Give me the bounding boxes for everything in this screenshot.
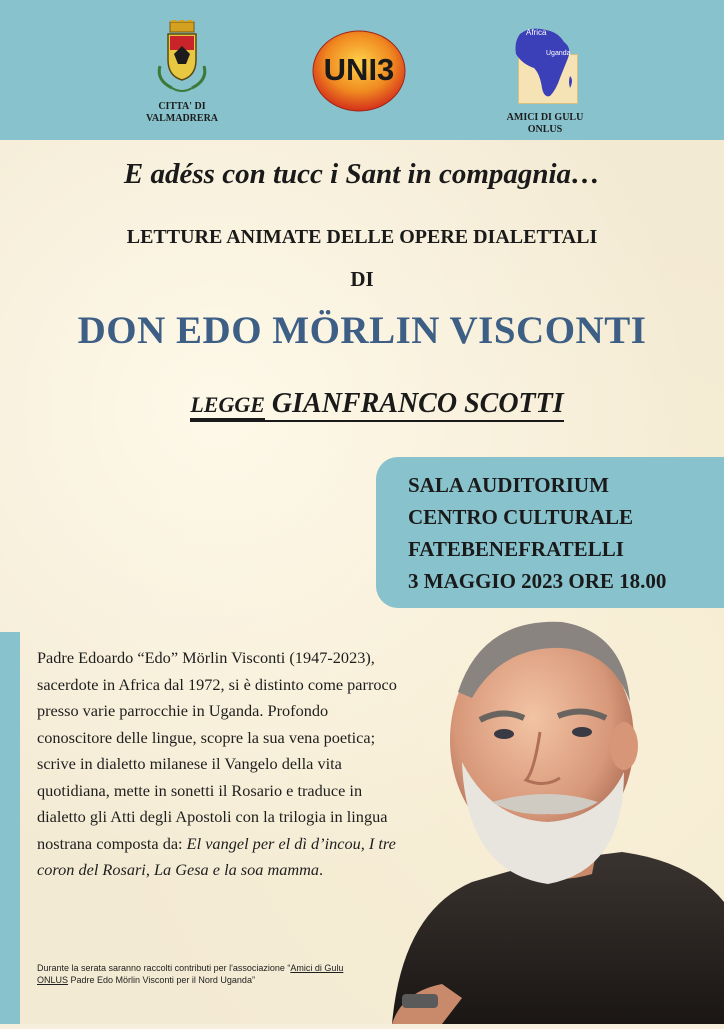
event-title: E adéss con tucc i Sant in compagnia… [123,158,601,190]
note-prefix: Durante la serata saranno raccolti contributi per l'associazione “ [37,963,291,973]
valmadrera-logo [138,20,226,125]
event-subtitle: LETTURE ANIMATE DELLE OPERE DIALETTALI [126,226,598,248]
author-name: DON EDO MÖRLIN VISCONTI [77,309,647,352]
event-di: DI [350,267,374,291]
valmadrera-crest-icon [152,20,212,96]
biography-works: El vangel per el dì d’incou, I tre coron del Rosari, La Gesa e la soa mamma [37,833,396,879]
africa-map-label: Africa [526,28,547,37]
uni3-logo [312,30,406,112]
biography-text [37,645,407,884]
note-link[interactable]: Amici di Gulu ONLUS [37,963,344,985]
portrait-photo [362,612,724,1024]
fundraising-note [37,962,367,986]
reader-line [0,388,724,420]
left-accent-strip [0,632,20,1024]
venue-line-2: CENTRO CULTURALE [408,505,634,529]
africa-map-icon [506,24,584,104]
uganda-map-label: Uganda [546,50,571,57]
reader-prefix: LEGGE [190,392,265,420]
venue-box [376,457,724,608]
venue-date: 3 MAGGIO 2023 ORE 18.00 [408,569,667,593]
amici-caption-1: AMICI DI GULU [506,112,584,123]
biography-end: . [319,860,324,879]
note-suffix: Padre Edo Mörlin Visconti per il Nord Uganda” [68,975,255,985]
biography-main: Padre Edoardo “Edo” Mörlin Visconti (1947-2023), sacerdote in Africa dal 1972, si è distinto come parroco presso varie parrocchie in Uganda. Profondo conoscitore delle lingue, scopre la sua vena poetica; scrive in dialetto milanese il Vangelo della vita quotidiana, mette in sonetti il Rosario e traduce in dialetto gli Atti degli Apostoli con la trilogia in lingua nostrana composta da: [37,648,397,853]
venue-line-3: FATEBENEFRATELLI [408,537,624,561]
amici-caption-2: ONLUS [527,124,563,135]
amici-di-gulu-logo [495,24,595,136]
valmadrera-caption-2: VALMADRERA [145,113,219,124]
valmadrera-caption-1: CITTA' DI [158,101,206,112]
uni3-logo-text: UNI3 [323,52,395,87]
venue-line-1: SALA AUDITORIUM [408,473,609,497]
reader-name: GIANFRANCO SCOTTI [271,388,564,419]
header-band [0,0,724,140]
